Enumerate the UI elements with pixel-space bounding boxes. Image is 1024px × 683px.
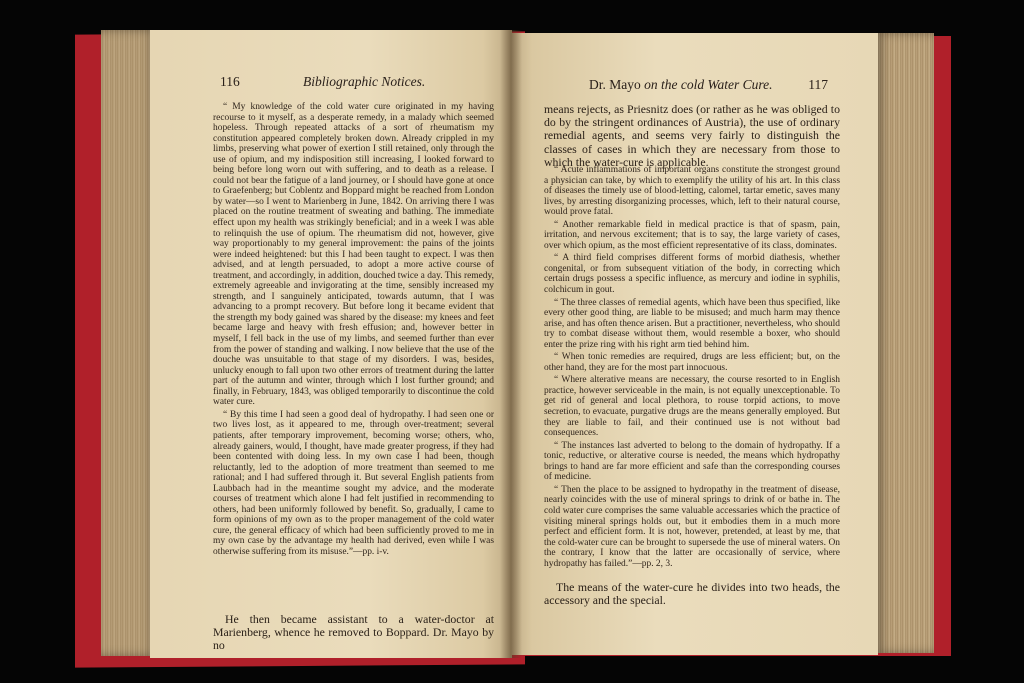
left-bottom-text — [213, 613, 494, 653]
right-page-edges — [876, 33, 934, 653]
right-paragraph: “ Acute inflammations of important organs constitute the strongest ground a physician can take, by which to exemplify the utility of his art. In this class of diseases the timely use of blood-letting, calomel, tartar emetic, saves many lives, by arresting disorganizing processes, which, left to their natural course, would prove fatal. — [544, 165, 840, 218]
right-paragraph: “ Where alterative means are necessary, the course resorted to in English practice, however serviceable in the main, is not equally unexceptionable. To get rid of general and local plethora, to rouse torpid actions, to move secretion, to evacuate, purgative drugs are the means generally employed. But they are liable to fail, and their continued use is not without bad consequences. — [544, 375, 840, 439]
right-bottom-text — [544, 581, 840, 607]
right-paragraph: “ When tonic remedies are required, drugs are less efficient; but, on the other hand, they are for the most part innocuous. — [544, 352, 840, 373]
left-body-text — [213, 102, 494, 558]
left-bottom-paragraph: He then became assistant to a water-doctor at Marienberg, whence he removed to Boppard. Dr. Mayo by no — [213, 612, 494, 653]
right-paragraph: “ Another remarkable field in medical practice is that of spasm, pain, irritation, and nervous excitement; that is to say, the large variety of cases, over which opium, as the most efficient representative of its class, dominates. — [544, 219, 840, 251]
right-top-paragraph: means rejects, as Priesnitz does (or rather as he was obliged to do by the stringent ordinances of Austria), the use of ordinary remedial agents, and seems very fairly to distinguish the classes of cases in which they are necessary from those to which the water-cure is applicable. — [544, 102, 840, 169]
right-running-head — [510, 77, 878, 95]
left-running-head — [150, 74, 512, 92]
left-page-edges — [101, 30, 157, 656]
right-paragraph: “ Then the place to be assigned to hydropathy in the treatment of disease, nearly coincides with the use of mineral springs to drink of or bathe in. The cold water cure comprises the same valuable accessaries which the practice of visiting mineral springs holds out, but it embodies them in a much more perfect and efficient form. It is not, however, pretended, at least by me, that the cold-water cure can be brought to supersede the use of mineral waters. On the contrary, I know that the latter are occasionally of service, where hydropathy has failed.”—pp. 2, 3. — [544, 484, 840, 569]
right-page-number: 117 — [808, 77, 828, 92]
left-paragraph: “ My knowledge of the cold water cure originated in my having recourse to it myself, as a desperate remedy, in a malady which seemed hopeless. Through repeated attacks of a sort of rheumatism my constitution appeared completely broken down. Already crippled in my limbs, preserving what power of exertion I still retained, only through the use of opium, and my indisposition still increasing, I looked forward to being before long worn out with suffering, and to death as a release. I could not bear the fatigue of a land journey, or I should have gone at once to Graefenberg; but Coblentz and Boppard might be reached from London by water—so I went to Marienberg in June, 1842. On arriving there I was placed on the routine treatment of sweating and bathing. The immediate effect upon my health was strikingly beneficial; and in a week I was able to relinquish the use of opium. The rheumatism did not, however, give way proportionably to my general improvement: the pains of the joints were indeed heightened: but this I had been taught to expect. I was then advised, and at length persuaded, to adopt a more active course of treatment, and accordingly, in addition, douched twice a day. This remedy, extremely agreeable and invigorating at the time, sensibly increased my strength, and I sanguinely anticipated, towards autumn, that I was advancing to a prompt recovery. But before long it became evident that the strength my body gained was shared by the disease: my knees and feet became large and heavy with fresh effusion; and, however better in myself, I fell back in the use of my limbs, and seemed further than ever from the power of standing and walking. I now believe that the use of the douche was unsuitable to that stage of my disorders. I was, besides, unlucky enough to fall upon two other errors of treatment during the latter part of the autumn and winter, through which I lost further ground; and finally, in February, 1843, was obliged temporarily to discontinue the cold water cure. — [213, 102, 494, 408]
right-running-title-italic: on the cold Water Cure. — [644, 77, 773, 92]
book-gutter — [500, 30, 522, 658]
right-paragraph: “ A third field comprises different forms of morbid diathesis, whether congenital, or from subsequent vitiation of the body, in correcting which certain drugs possess a specific influence, as mercury and iodine in syphilis, colchicum in gout. — [544, 253, 840, 296]
left-page — [150, 30, 512, 658]
right-running-title — [589, 77, 773, 93]
right-running-title-prefix: Dr. Mayo — [589, 77, 641, 92]
right-top-text — [544, 103, 840, 169]
right-paragraph: “ The three classes of remedial agents, which have been thus specified, like every other good thing, are liable to be misused; and much harm may thence arise, and has often thence arisen. But a practitioner, nevertheless, who should try to combat disease without them, would resemble a boxer, who should enter the prize ring with his right arm tied behind him. — [544, 297, 840, 350]
left-running-title: Bibliographic Notices. — [303, 74, 426, 89]
right-body-text — [544, 165, 840, 569]
right-page — [510, 33, 878, 655]
left-page-number: 116 — [220, 74, 240, 89]
left-paragraph: “ By this time I had seen a good deal of hydropathy. I had seen one or two lives lost, as it appeared to me, through over-treatment; several patients, after temporary improvement, becoming worse; others, who, already gainers, would, I thought, have made greater progress, if they had been contented with doing less. In my own case I had been, though reluctantly, led to the adoption of more treatment than seemed to me rational; and I had suffered through it. But several English patients from Laubbach had in the meantime sought my advice, and the moderate courses of treatment which alone I had felt justified in recommending to others, had been uniformly followed by benefit. So, gradually, I came to form opinions of my own as to the proper management of the cold water cure, the general efficacy of which had been sufficiently proved to me in my own case by the advantage my health had derived, even while I was otherwise suffering from its misuse.”—pp. i-v. — [213, 409, 494, 557]
right-bottom-paragraph: The means of the water-cure he divides into two heads, the accessory and the special. — [544, 580, 840, 608]
right-paragraph: “ The instances last adverted to belong to the domain of hydropathy. If a tonic, reductive, or alterative course is needed, the means which hydropathy brings to hand are far more efficient and safe than the corresponding courses of medicine. — [544, 440, 840, 483]
